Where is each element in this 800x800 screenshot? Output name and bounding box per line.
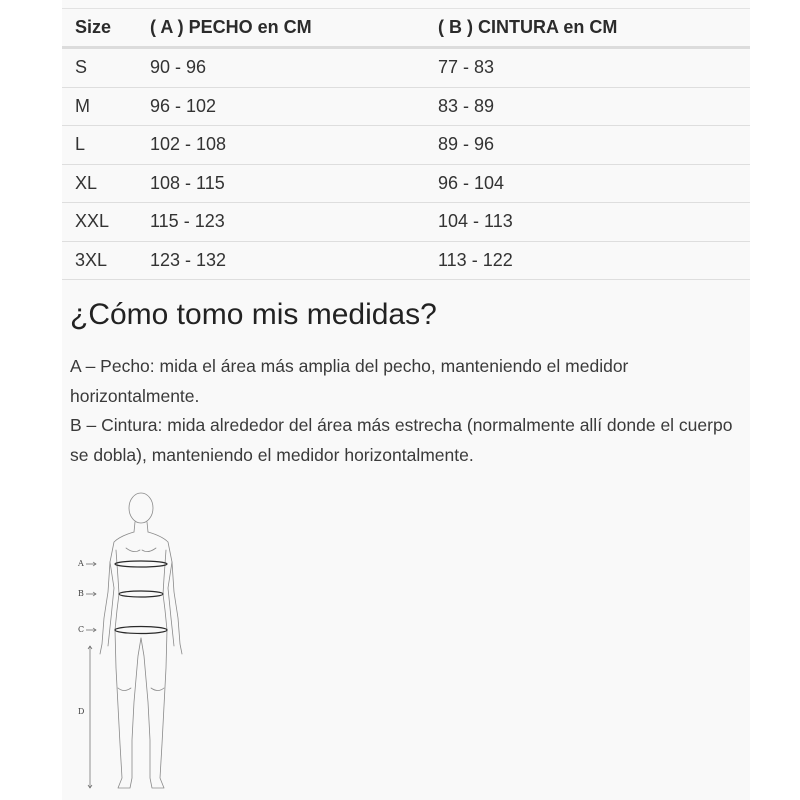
body-measurement-diagram-icon: [74, 488, 194, 798]
waist-cell: 104 - 113: [438, 203, 750, 242]
table-row: [62, 164, 750, 203]
table-row: [62, 87, 750, 126]
marker-b: B: [78, 589, 84, 598]
head-shape: [129, 493, 153, 523]
waist-cell: 113 - 122: [438, 241, 750, 280]
waist-cell: 96 - 104: [438, 164, 750, 203]
size-cell: S: [62, 48, 150, 88]
size-cell: M: [62, 87, 150, 126]
chest-cell: 102 - 108: [150, 126, 438, 165]
size-chart-table: [62, 8, 750, 280]
hip-band: [115, 627, 167, 634]
header-size: Size: [62, 9, 150, 48]
size-cell: XXL: [62, 203, 150, 242]
chest-cell: 90 - 96: [150, 48, 438, 88]
table-row: [62, 48, 750, 88]
waist-instruction: B – Cintura: mida alrededor del área más estrecha (normalmente allí donde el cuerpo se dobla), manteniendo el medidor horizontalmente.: [70, 415, 733, 465]
table-header-row: [62, 9, 750, 48]
chest-cell: 108 - 115: [150, 164, 438, 203]
header-chest: ( A ) PECHO en CM: [150, 9, 438, 48]
marker-a: A: [78, 559, 84, 568]
marker-c: C: [78, 625, 85, 634]
header-waist: ( B ) CINTURA en CM: [438, 9, 750, 48]
measurement-guide-title: ¿Cómo tomo mis medidas?: [70, 298, 437, 331]
size-cell: XL: [62, 164, 150, 203]
chest-band: [115, 561, 167, 567]
chest-cell: 123 - 132: [150, 241, 438, 280]
waist-band: [119, 591, 163, 597]
waist-cell: 83 - 89: [438, 87, 750, 126]
table-row: [62, 241, 750, 280]
body-figure-svg: [74, 488, 194, 798]
chest-instruction: A – Pecho: mida el área más amplia del pecho, manteniendo el medidor horizontalmente.: [70, 356, 629, 406]
measurement-instructions: [70, 352, 750, 470]
chest-cell: 96 - 102: [150, 87, 438, 126]
table-row: [62, 203, 750, 242]
chest-cell: 115 - 123: [150, 203, 438, 242]
table-row: [62, 126, 750, 165]
waist-cell: 89 - 96: [438, 126, 750, 165]
size-cell: 3XL: [62, 241, 150, 280]
size-cell: L: [62, 126, 150, 165]
marker-d: D: [78, 707, 85, 716]
waist-cell: 77 - 83: [438, 48, 750, 88]
